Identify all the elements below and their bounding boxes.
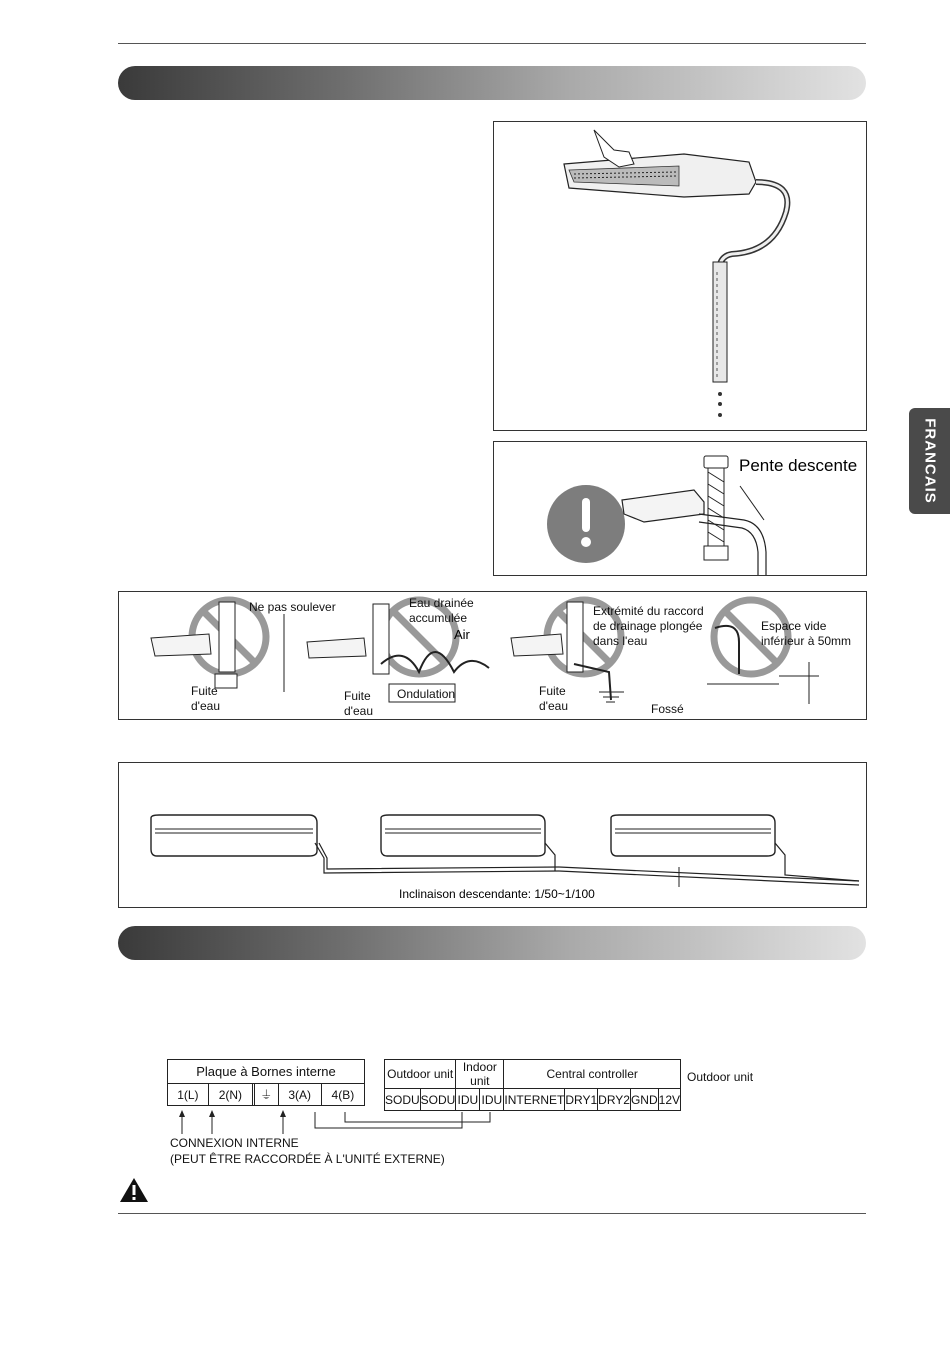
bottom-rule [118,1213,866,1214]
terminal-dry1: DRY1 [565,1089,598,1111]
panel3-title-2: de drainage plongée [593,619,703,633]
descending-slope-figure [118,762,867,908]
terminal-2N: 2(N) [208,1084,252,1106]
terminal-idu-1: IDU [456,1089,480,1111]
panel3-leak-1: Fuite [539,684,566,698]
panel4-title-1: Espace vide [761,619,827,633]
panel3-ditch: Fossé [651,702,684,716]
terminal-gnd: GND [630,1089,658,1111]
panel3-leak-2: d'eau [539,699,568,713]
terminal-sodu-1: SODU [385,1089,421,1111]
panel1-leak-2: d'eau [191,699,220,713]
slope-ratio-label: Inclinaison descendante: 1/50~1/100 [399,887,595,901]
panel2-leak-2: d'eau [344,704,373,718]
panel-end-in-water [511,600,704,716]
internal-terminal-board [167,1059,365,1106]
terminal-internet: INTERNET [504,1089,565,1111]
top-rule [118,43,866,44]
wiring-connection-lines [160,1108,520,1138]
language-tab[interactable] [909,408,950,514]
drain-test-illustration [494,122,866,430]
panel2-air: Air [454,627,470,642]
panel3-title-3: dans l'eau [593,634,648,648]
drain-errors-figure [118,591,867,720]
slope-warning-figure [493,441,867,576]
language-tab-label: FRANCAIS [921,418,938,504]
panel2-leak-1: Fuite [344,689,371,703]
ground-icon: ⏚ [254,1084,278,1106]
descending-slope-illustration [119,763,866,907]
panel2-wave: Ondulation [397,687,456,701]
section-header-bar-2 [118,926,866,960]
central-controller-header: Central controller [504,1060,681,1089]
terminal-3A: 3(A) [278,1084,321,1106]
slope-warning-illustration [494,442,866,575]
panel1-leak-1: Fuite [191,684,218,698]
panel1-title: Ne pas soulever [249,600,336,614]
panel-water-trap [307,596,489,718]
terminal-12v: 12V [658,1089,680,1111]
indoor-unit-header: Indoor unit [456,1060,504,1089]
indoor-unit-1 [151,815,317,856]
outdoor-unit-label: Outdoor unit [687,1070,754,1084]
terminal-dry2: DRY2 [598,1089,631,1111]
panel-no-lift [151,600,336,713]
terminal-1L: 1(L) [168,1084,209,1106]
indoor-unit-2 [381,815,545,856]
warning-triangle-icon [118,1176,150,1204]
connection-label-2: (PEUT ÊTRE RACCORDÉE À L'UNITÉ EXTERNE) [170,1152,445,1166]
panel3-title-1: Extrémité du raccord [593,604,704,618]
drain-errors-illustration [119,592,866,719]
panel-gap-too-small [707,600,851,704]
connection-label-1: CONNEXION INTERNE [170,1136,299,1150]
panel2-title-2: accumulée [409,611,468,625]
drain-test-figure [493,121,867,431]
section-header-bar-1 [118,66,866,100]
terminal-sodu-2: SODU [420,1089,456,1111]
panel2-title-1: Eau drainée [409,596,474,610]
outdoor-unit-header: Outdoor unit [385,1060,456,1089]
terminal-4B: 4(B) [321,1084,364,1106]
internal-board-title: Plaque à Bornes interne [168,1060,365,1084]
panel4-title-2: inférieur à 50mm [761,634,852,648]
indoor-unit-3 [611,815,775,856]
terminal-idu-2: IDU [480,1089,504,1111]
external-terminal-block [384,1059,681,1111]
slope-label: Pente descente [739,456,858,475]
